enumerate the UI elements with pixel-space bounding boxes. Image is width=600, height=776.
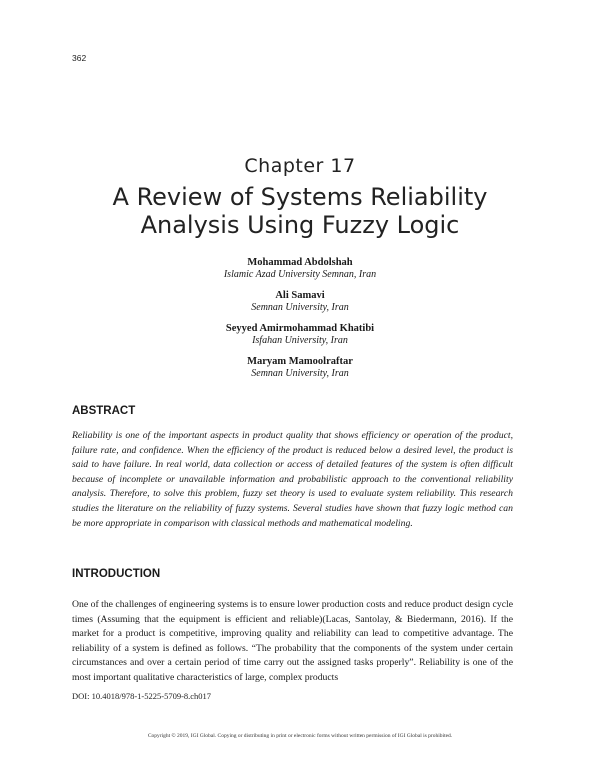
- author-list: [0, 256, 600, 388]
- author-name: Maryam Mamoolraftar: [247, 356, 353, 367]
- author-block: [0, 256, 600, 289]
- author-name: Seyyed Amirmohammad Khatibi: [225, 323, 375, 334]
- author-name: Mohammad Abdolshah: [247, 257, 353, 268]
- author-affiliation: Isfahan University, Iran: [252, 335, 348, 346]
- author-block: [0, 355, 600, 388]
- abstract-text: Reliability is one of the important aspects in product quality that shows efficiency or operation of the product, failure rate, and confidence. When the efficiency of the product is reduced below a desired level, the product is said to have failure. In real world, data collection or access of detailed features of the system is often difficult because of incomplete or unavailable information and probabilistic approach to the conventional reliability analysis. Therefore, to solve this problem, fuzzy set theory is used to evaluate system reliability. This research studies the literature on the reliability of fuzzy systems. Several studies have shown that fuzzy logic method can be more appropriate in comparison with classical methods and mathematical modeling.: [72, 430, 513, 529]
- page-number: 362: [72, 53, 87, 63]
- author-affiliation: Semnan University, Iran: [251, 302, 349, 313]
- chapter-title-line-1: A Review of Systems Reliability: [112, 183, 488, 211]
- abstract-heading: ABSTRACT: [72, 405, 136, 417]
- author-name: Ali Samavi: [275, 290, 325, 301]
- chapter-label: Chapter 17: [244, 155, 356, 177]
- author-affiliation: Islamic Azad University Semnan, Iran: [223, 269, 377, 280]
- author-block: [0, 322, 600, 355]
- author-affiliation: Semnan University, Iran: [251, 368, 349, 379]
- introduction-text: One of the challenges of engineering systems is to ensure lower production costs and reduce product design cycle times (Assuming that the equipment is efficient and reliable)(Lacas, Santolay, & Biedermann, 2016). If the market for a product is competitive, improving quality and reliability can lead to competitive advantage. The reliability of a system is defined as follows. “The probability that the components of the system under certain circumstances and over a certain period of time carry out the assigned tasks properly”. Reliability is one of the most important qualitative characteristics of large, complex products: [72, 599, 513, 683]
- doi: DOI: 10.4018/978-1-5225-5709-8.ch017: [72, 691, 212, 701]
- author-block: [0, 289, 600, 322]
- copyright-notice: Copyright © 2019, IGI Global. Copying or distributing in print or electronic forms without written permission of IGI Global is prohibited.: [147, 733, 453, 739]
- introduction-heading: INTRODUCTION: [72, 568, 161, 580]
- chapter-title-line-2: Analysis Using Fuzzy Logic: [140, 211, 460, 239]
- chapter-title: [40, 183, 560, 239]
